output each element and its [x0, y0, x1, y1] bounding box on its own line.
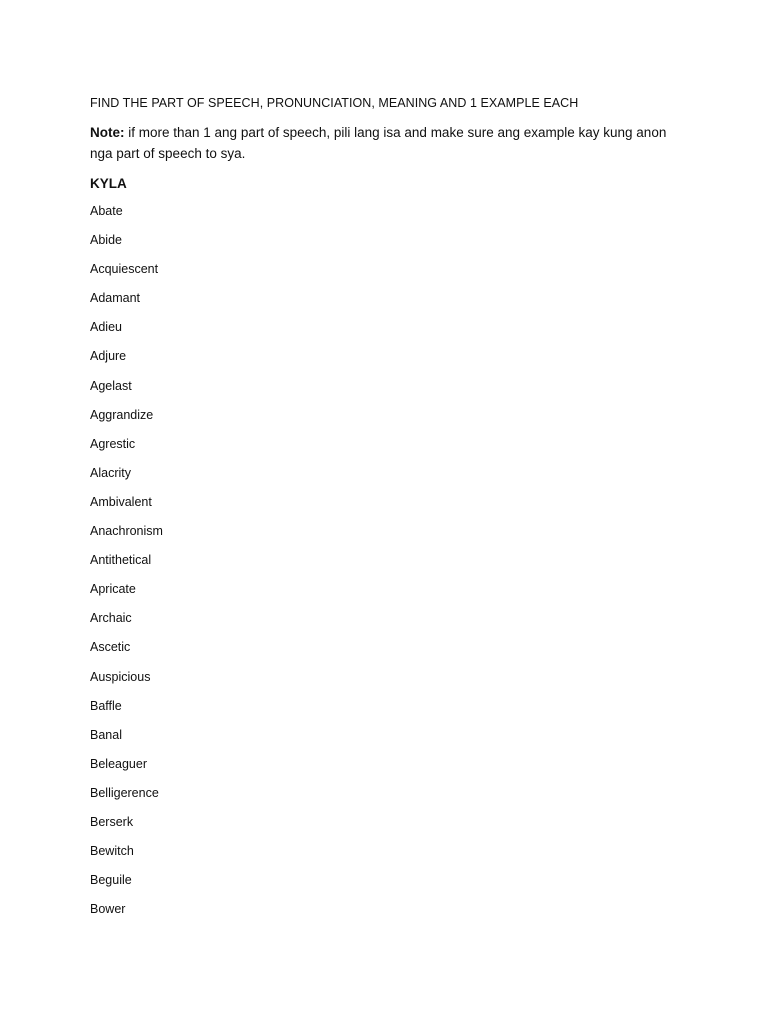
word-list-item: Adieu — [90, 320, 122, 335]
word-list-item: Baffle — [90, 698, 122, 713]
word-list-item: Beleaguer — [90, 756, 147, 771]
word-list-item: Banal — [90, 727, 122, 742]
word-list-item: Bower — [90, 902, 126, 917]
word-list-item: Adjure — [90, 349, 127, 364]
word-list-item: Belligerence — [90, 785, 159, 800]
word-list-item: Anachronism — [90, 524, 163, 539]
word-list — [90, 203, 690, 930]
word-list-item: Alacrity — [90, 465, 131, 480]
word-list-item: Antithetical — [90, 553, 152, 568]
word-list-item: Auspicious — [90, 669, 151, 684]
note-label: Note: — [90, 125, 125, 140]
word-list-item: Berserk — [90, 814, 134, 829]
note-paragraph — [90, 122, 690, 164]
word-list-item: Bewitch — [90, 844, 134, 859]
word-list-item: Beguile — [90, 873, 132, 888]
word-list-item: Apricate — [90, 582, 136, 597]
word-list-item: Abide — [90, 233, 122, 248]
name-heading: KYLA — [90, 176, 127, 191]
word-list-item: Ascetic — [90, 640, 131, 655]
instruction-heading: FIND THE PART OF SPEECH, PRONUNCIATION, MEANING AND 1 EXAMPLE EACH — [90, 96, 579, 110]
note-text: if more than 1 ang part of speech, pili lang isa and make sure ang example kay kung anon nga part of speech to sya. — [90, 125, 667, 161]
word-list-item: Aggrandize — [90, 407, 154, 422]
word-list-item: Abate — [90, 204, 123, 218]
document-body — [90, 95, 690, 930]
word-list-item: Adamant — [90, 291, 141, 306]
word-list-item: Ambivalent — [90, 494, 152, 509]
word-list-item: Acquiescent — [90, 262, 159, 277]
word-list-item: Agelast — [90, 378, 132, 393]
word-list-item: Agrestic — [90, 436, 136, 451]
word-list-item: Archaic — [90, 611, 132, 626]
